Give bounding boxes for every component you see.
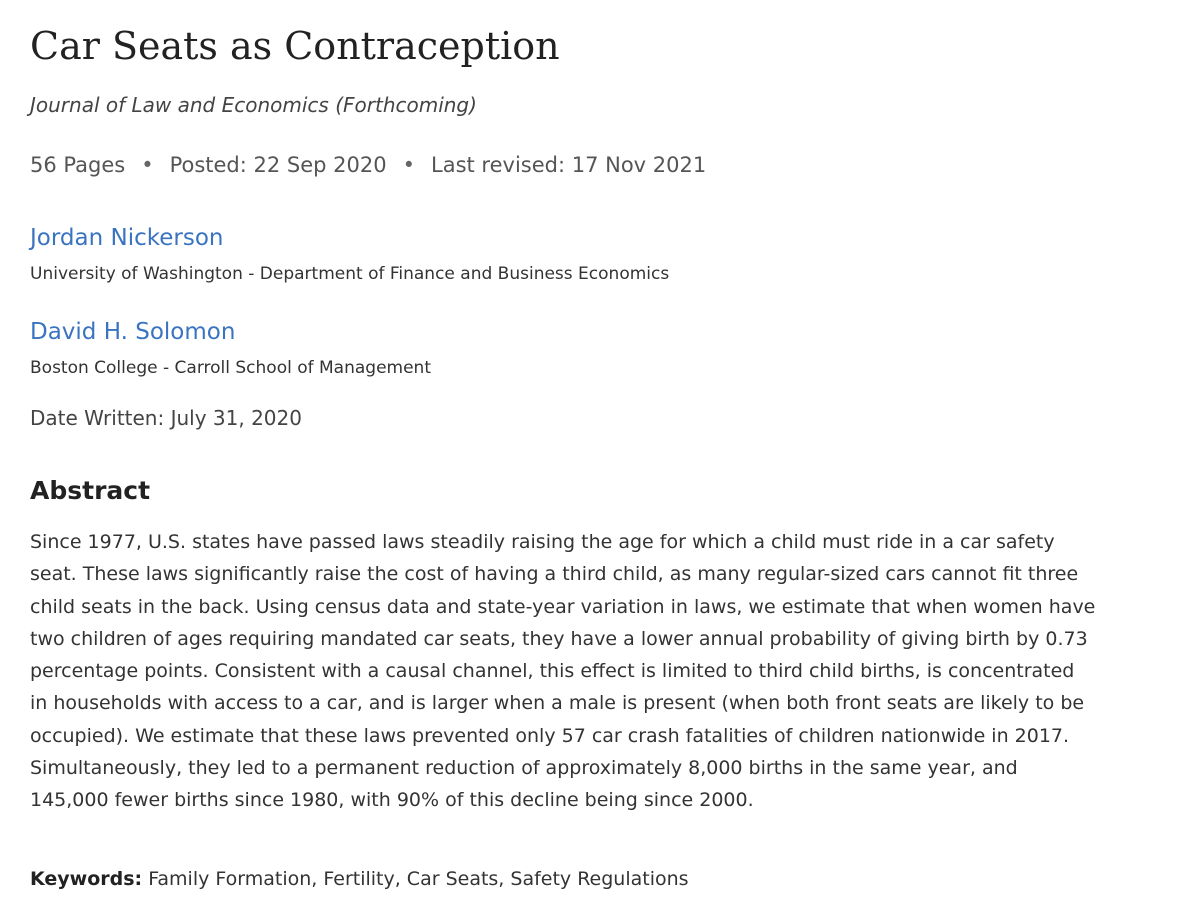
abstract-line: 145,000 fewer births since 1980, with 90% of this decline being since 2000. [30, 789, 754, 812]
author-affiliation: University of Washington - Department of Finance and Business Economics [30, 264, 670, 284]
abstract-line: Simultaneously, they led to a permanent reduction of approximately 8,000 births in the same year, and [30, 757, 1018, 780]
keywords-list: Family Formation, Fertility, Car Seats, Safety Regulations [148, 868, 689, 890]
meta-separator: • [402, 153, 416, 177]
paper-title: Car Seats as Contraception [30, 24, 560, 68]
abstract-line: percentage points. Consistent with a causal channel, this effect is limited to third child births, is concentrated [30, 660, 1075, 683]
author-link[interactable]: Jordan Nickerson [30, 225, 224, 251]
abstract-line: two children of ages requiring mandated car seats, they have a lower annual probability of giving birth by 0.73 [30, 627, 1088, 650]
abstract-line: Since 1977, U.S. states have passed laws steadily raising the age for which a child must ride in a car safety [30, 531, 1055, 553]
author-link[interactable]: David H. Solomon [30, 319, 236, 345]
keywords-label: Keywords: [30, 868, 143, 890]
abstract-line: seat. These laws significantly raise the cost of having a third child, as many regular-sized cars cannot fit three [30, 563, 1079, 586]
date-written: Date Written: July 31, 2020 [30, 406, 302, 430]
author-affiliation: Boston College - Carroll School of Management [30, 358, 431, 378]
abstract-heading: Abstract [30, 476, 151, 505]
meta-separator: • [141, 153, 154, 177]
posted-date: Posted: 22 Sep 2020 [169, 153, 387, 177]
abstract-line: child seats in the back. Using census data and state-year variation in laws, we estimate that when women have [30, 595, 1096, 618]
abstract-line: in households with access to a car, and is larger when a male is present (when both front seats are likely to be [30, 692, 1085, 715]
last-revised-date: Last revised: 17 Nov 2021 [431, 153, 707, 177]
paper-meta [30, 150, 706, 180]
keywords [30, 864, 689, 894]
abstract-line: occupied). We estimate that these laws prevented only 57 car crash fatalities of children nationwide in 2017. [30, 724, 1070, 747]
page-count: 56 Pages [30, 153, 126, 177]
abstract-text [30, 526, 1190, 817]
journal-name: Journal of Law and Economics (Forthcoming) [30, 93, 477, 117]
